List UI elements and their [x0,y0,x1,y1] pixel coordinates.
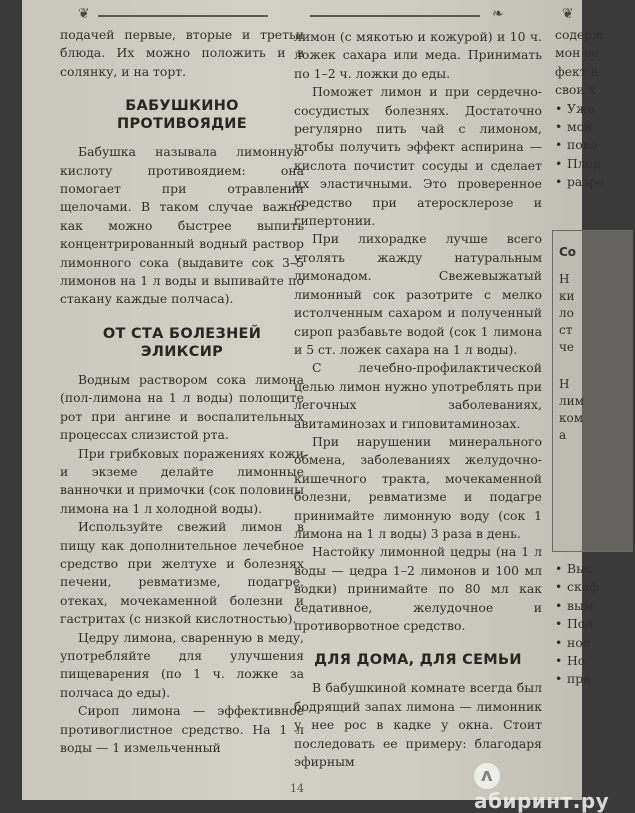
header-ornament-next-icon: ❦ [562,6,574,22]
paragraph: Используйте свежий лимон в пищу как дополнительное лечебное средство при желтухе и болезнях печени, ревматизме, подагре, отеках, мочекаменной болезни и гастритах (с низкой кислотностью). [60,519,304,627]
paragraph: Водным раствором сока лимона (пол-лимона на 1 л воды) полощите рот при ангине и воспалительных процессах слизистой рта. [60,371,304,443]
sidebar-box-title: Со [559,245,577,259]
left-column [60,26,304,757]
list-item: • поко [555,136,635,154]
labyrinth-logo-icon: ʌ [474,763,500,789]
list-item: • разре [555,173,635,191]
header-rule-left [98,15,268,17]
text-line: фект в [555,63,598,79]
text-line: мон ос [555,45,599,61]
list-item: • скаф [555,578,625,596]
paragraph: При нарушении минерального обмена, заболеваниях желудочно-кишечного тракта, мочекаменной болезни, ревматизме и подагре принимайте лимонную воду (сок 1 лимона на 1 л воды) 3 раза в день. [294,433,542,541]
text-line: че [559,340,575,354]
header-ornament-left-icon: ❦ [78,6,90,22]
paragraph: При лихорадке лучше всего утолять жажду натуральным лимонадом. Свежевыжатый лимонный сок разотрите с мелко истолченным сахаром и полученный сироп разбавьте водой (сок 1 лимона и 5 ст. ложек сахара на 1 л воды). [294,231,542,357]
paragraph: Настойку лимонной цедры (на 1 л воды — цедра 1–2 лимонов и 100 мл водки) принимайте по 80 мл как седативное, желудочное и противорвотное средство. [294,544,542,633]
text-line: Н [559,377,570,391]
paragraph: Цедру лимона, сваренную в меду, употребляйте для улучшения пищеварения (по 1 ч. ложке за полчаса до еды). [60,629,304,700]
right-column-partial [555,26,635,192]
bullet-list-bottom [555,560,625,689]
text-line: ло [559,306,574,320]
section-heading-elixir: ОТ СТА БОЛЕЗНЕЙ ЭЛИКСИР [102,325,262,360]
book-page [22,0,610,813]
list-item: • вым [555,597,625,615]
sidebar-box-text [559,271,629,444]
list-item: • мон [555,118,635,136]
page-number: 14 [290,782,304,795]
list-item: • Выс [555,560,625,578]
paragraph: Сироп лимона — эффективное противоглистное средство. На 1 л воды — 1 измельченный [60,703,304,755]
paragraph: С лечебно-профилактической целью лимон нужно употреблять при легочных заболеваниях, авитаминозах и гиповитаминозах. [294,360,542,431]
section-heading-home: ДЛЯ ДОМА, ДЛЯ СЕМЬИ [314,652,522,669]
text-line: свои х [555,82,596,98]
sidebar-box [552,230,633,552]
watermark [474,762,609,813]
text-line: ком [559,411,584,425]
intro-paragraph: подачей первые, вторые и третьи блюда. Их можно положить и в солянку, и на торт. [60,27,304,79]
list-item: • пра [555,670,625,688]
watermark-text: абиринт.ру [474,788,610,813]
paragraph: Бабушка называла лимонную кислоту противоядием: она помогает при отравлении щелочами. В таком случае важно как можно быстрее выпить концентрированный водный раствор лимонного сока (выдавите сок 3–5 лимонов на 1 л воды и выпивайте по стакану каждые полчаса). [60,144,304,307]
bullet-list-top [555,100,635,192]
middle-column [294,28,542,771]
right-column-bottom [555,560,625,689]
paragraph: При грибковых поражениях кожи и экземе делайте лимонные ванночки и примочки (сок половины лимона на 1 л холодной воды). [60,445,304,516]
text-line: ки [559,289,575,303]
paragraph: Поможет лимон и при сердечно-сосудистых болезнях. Достаточно регулярно пить чай с лимоном, чтобы получить эффект аспирина — кислота почистит сосуды и сделает их эластичными. Это проверенное средство при атеросклерозе и гипертонии. [294,84,542,229]
list-item: • Уже [555,100,635,118]
header-ornament-right-icon: ❧ [492,6,504,22]
section-heading-antidote: БАБУШКИНО ПРОТИВОЯДИЕ [117,98,247,133]
header-rule-right [310,15,480,17]
text-line: лим [559,394,584,408]
list-item: • Плод [555,155,635,173]
paragraph: лимон (с мякотью и кожурой) и 10 ч. ложек сахара или меда. Принимать по 1–2 ч. ложки до еды. [294,29,542,81]
list-item: • ное [555,634,625,652]
list-item: • Пол [555,615,625,633]
text-line: а [559,428,567,442]
text-line: Н [559,272,570,286]
text-line: содерж [555,27,604,42]
list-item: • Но [555,652,625,670]
paragraph: В бабушкиной комнате всегда был бодрящий запах лимона — лимонник у нее рос в кадке у окна. Стоит последовать ее примеру: благодаря эфирным [294,680,542,770]
text-line: ст [559,323,573,337]
